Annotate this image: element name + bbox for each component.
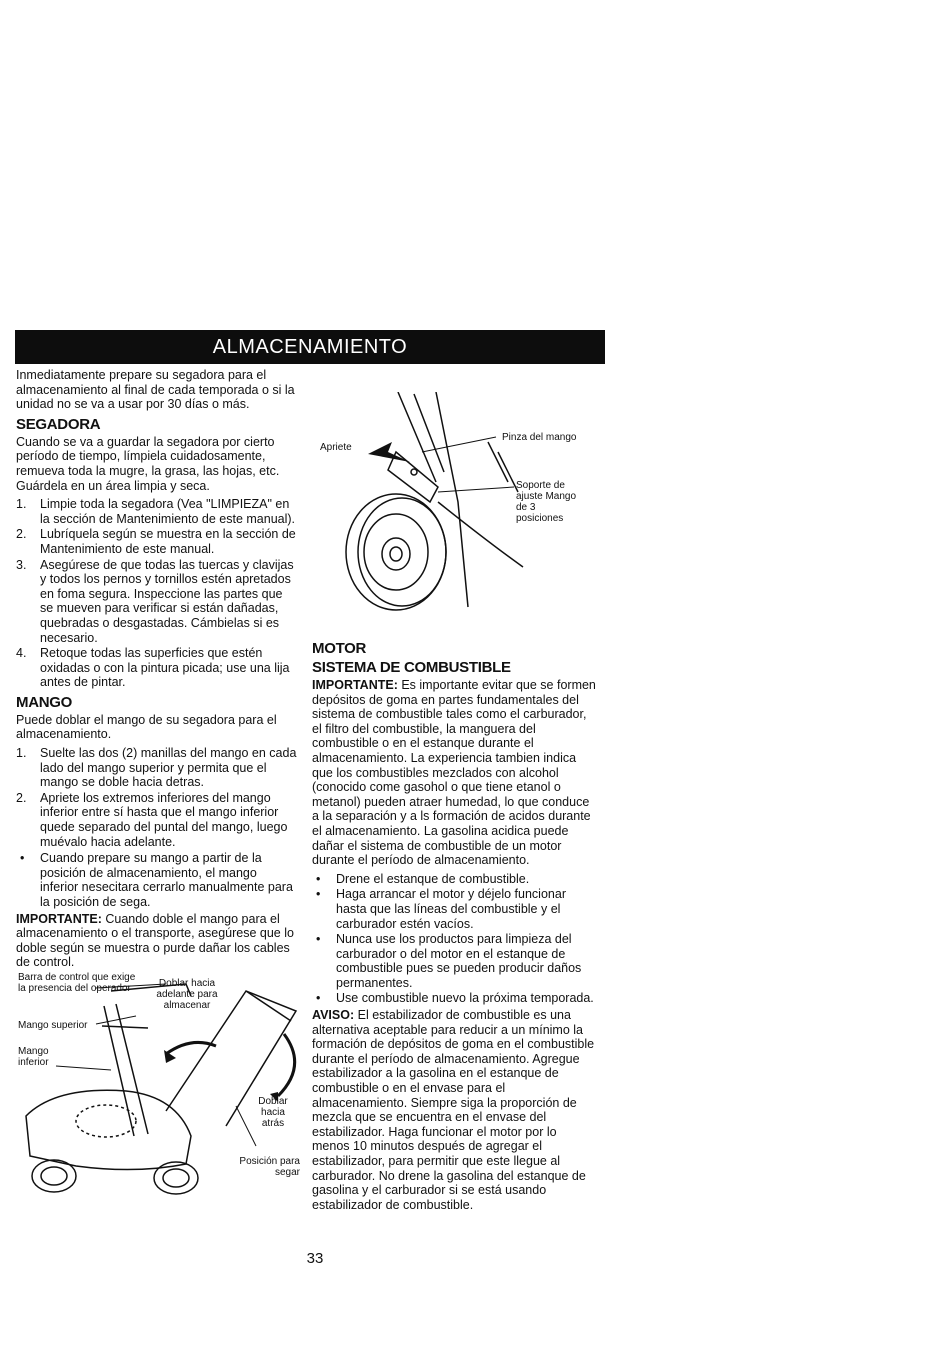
- motor-heading: MOTOR: [312, 640, 367, 657]
- list-item: [312, 872, 597, 887]
- list-item: [16, 527, 298, 556]
- section-title-banner: [15, 330, 605, 364]
- list-item: [16, 558, 298, 646]
- bullet-text: Nunca use los productos para limpieza del carburador o del motor en el estanque de combustible pues se pueden producir daños permanentes.: [336, 932, 582, 990]
- bullet-text: Use combustible nuevo la próxima temporada.: [336, 991, 594, 1006]
- list-item: [16, 497, 298, 526]
- step-text: Suelte las dos (2) manillas del mango en cada lado del mango superior y permita que el mango se doble hacia detras.: [40, 746, 297, 790]
- step-text: Asegúrese de que todas las tuercas y clavijas y todos los pernos y tornillos estén apretados en foma segura. Inspeccione las partes que se mueven para verificar si están dañadas, quebradas o desgastadas. Cámbielas si es necesario.: [40, 557, 294, 645]
- list-item: [16, 746, 298, 790]
- mango-inferior-label: Mango inferior: [18, 1046, 49, 1068]
- bullet-icon: •: [316, 932, 321, 947]
- intro-paragraph: Inmediatamente prepare su segadora para el almacenamiento al final de cada temporada o si la unidad no se va a usar por 30 días o más.: [16, 368, 295, 412]
- bullet-icon: •: [316, 871, 321, 886]
- posicion-label: Posición para segar: [239, 1156, 300, 1178]
- step-number: 2.: [16, 527, 27, 542]
- page-number: 33: [306, 1250, 324, 1267]
- bullet-icon: •: [20, 851, 25, 866]
- wheel-bracket-figure: [318, 392, 588, 614]
- bullet-icon: •: [316, 887, 321, 902]
- bullet-text: Cuando prepare su mango a partir de la posición de almacenamiento, el mango inferior nesecitara cerrarlo manualmente para la posición de sega.: [40, 851, 293, 909]
- important-label: IMPORTANTE:: [312, 678, 398, 692]
- list-item: [312, 932, 597, 990]
- aviso-text: El estabilizador de combustible es una alternativa aceptable para reducir a un mínimo la formación de depósitos de goma en el combustible durante el período de almacenamiento. Agregue estabilizador a la gasolina en el estanque de combustible o en el envase para el almacenamiento. Siempre siga la proporción de mezcla que se encuentra en el envase del estabilizador. Haga funcionar el motor por lo menos 10 minutos después de agregar el estabilizador, para permitir que este llegue al carburador. No drene la gasolina del estanque de gasolina y el carburador si se está usando estabilizador de combustible.: [312, 1008, 595, 1212]
- mango-important: [16, 912, 298, 970]
- left-column: [16, 368, 298, 974]
- doblar-adelante-label: Doblar hacia adelante para almacenar: [156, 978, 218, 1011]
- step-number: 2.: [16, 790, 27, 805]
- list-item: [312, 887, 597, 931]
- soporte-label: Soporte de ajuste Mango de 3 posiciones: [516, 480, 577, 524]
- step-text: Apriete los extremos inferiores del mango inferior entre sí hasta que el mango inferior quede separado del puntal del mango, luego muévalo hacia adelante.: [40, 790, 288, 849]
- mango-bullets: [16, 851, 298, 909]
- list-item: [16, 851, 298, 909]
- step-text: Retoque todas las superficies que estén oxidadas o con la pintura picada; use una lija antes de pintar.: [40, 646, 290, 690]
- right-column: [312, 640, 597, 1216]
- motor-aviso: [312, 1008, 597, 1212]
- motor-important: [312, 678, 597, 868]
- step-number: 4.: [16, 646, 27, 661]
- motor-bullets: [312, 872, 597, 1006]
- aviso-label: AVISO:: [312, 1008, 355, 1023]
- step-text: Lubríquela según se muestra en la sección de Mantenimiento de este manual.: [40, 527, 296, 556]
- fuel-system-heading: SISTEMA DE COMBUSTIBLE: [312, 659, 511, 676]
- step-number: 3.: [16, 557, 27, 572]
- step-number: 1.: [16, 746, 27, 761]
- mango-steps: [16, 746, 298, 849]
- step-text: Limpie toda la segadora (Vea "LIMPIEZA" en la sección de Mantenimiento de este manual).: [40, 497, 296, 526]
- list-item: [312, 991, 597, 1006]
- step-number: 1.: [16, 497, 27, 512]
- important-label: IMPORTANTE:: [16, 911, 102, 926]
- pinza-label: Pinza del mango: [502, 432, 577, 443]
- bullet-text: Haga arrancar el motor y déjelo funcionar hasta que las líneas del combustible y el carburador estén vacíos.: [336, 887, 566, 931]
- list-item: [16, 646, 298, 690]
- segadora-heading: SEGADORA: [16, 415, 101, 433]
- mango-superior-label: Mango superior: [18, 1020, 88, 1031]
- bullet-icon: •: [316, 991, 321, 1006]
- mango-heading: MANGO: [16, 693, 72, 711]
- important-text: Cuando doble el mango para el almacenamiento o el transporte, asegúrese que lo doble según se muestra o purde dañar los cables de control.: [16, 911, 294, 970]
- important-text: Es importante evitar que se formen depósitos de goma en partes fundamentales del sistema de combustible tales como el carburador, el filtro del combustible, la manguera del combustible o en el estanque durante el almacenamiento. La experiencia tambien indica que los combustibles mezclados con alcohol (conocido come gasohol o que tiene etanol o metanol) pueden atraer humedad, lo que conduce a la separación y a ls formación de acidos durante el almacenamiento. La gasolina acidica puede dañar el sistema de combustible de un motor durante el período de almacenamiento.: [312, 678, 596, 868]
- apriete-label: Apriete: [320, 442, 352, 453]
- section-title: ALMACENAMIENTO: [212, 335, 408, 358]
- list-item: [16, 791, 298, 849]
- mango-paragraph: Puede doblar el mango de su segadora para el almacenamiento.: [16, 712, 277, 742]
- barra-label: Barra de control que exige la presencia del operador: [18, 972, 136, 994]
- handle-fold-figure: [16, 966, 300, 1196]
- segadora-paragraph: Cuando se va a guardar la segadora por cierto período de tiempo, límpiela cuidadosamente, remueva toda la mugre, la grasa, las hojas, etc. Guárdela en un área limpia y seca.: [16, 434, 280, 493]
- segadora-steps: [16, 497, 298, 690]
- bullet-text: Drene el estanque de combustible.: [336, 871, 530, 886]
- doblar-atras-label: Doblar hacia atrás: [258, 1096, 288, 1129]
